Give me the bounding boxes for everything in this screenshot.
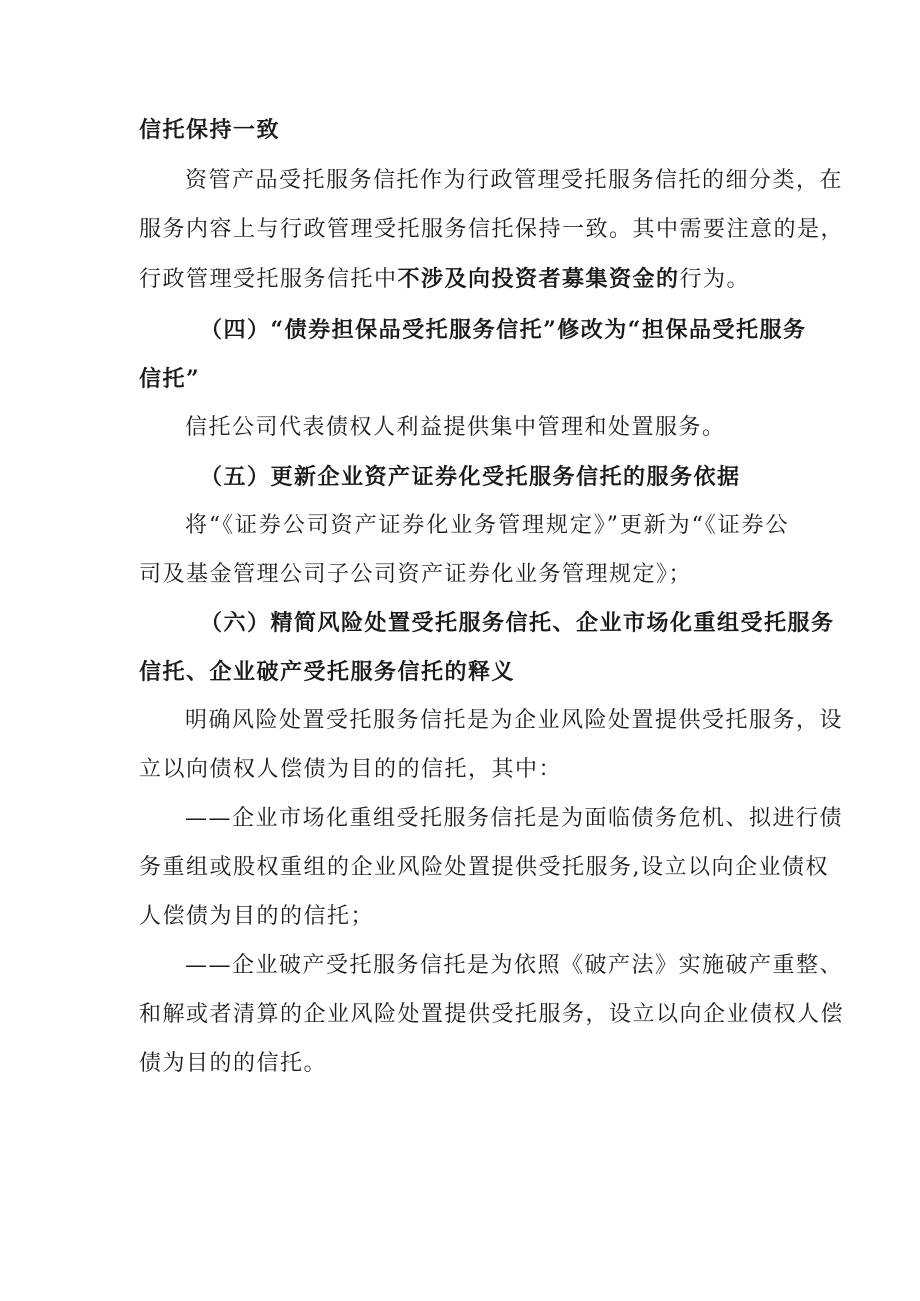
paragraph-six-a-line-2: 务重组或股权重组的企业风险处置提供受托服务,设立以向企业债权: [139, 855, 829, 880]
section-continuation-line: 信托保持一致: [139, 117, 281, 143]
paragraph-four-line-1: 信托公司代表债权人利益提供集中管理和处置服务。: [185, 415, 726, 440]
paragraph-five-line-1: 将“《证券公司资产证券化业务管理规定》”更新为“《证券公: [185, 513, 789, 538]
paragraph-asset-line-1: 资管产品受托服务信托作为行政管理受托服务信托的细分类，在: [185, 168, 844, 193]
heading-four-line-2: 信托”: [139, 366, 201, 392]
paragraph-six-b-line-1: ——企业破产受托服务信托是为依照《破产法》实施破产重整、: [185, 953, 844, 978]
paragraph-five-line-2: 司及基金管理公司子公司资产证券化业务管理规定》；: [139, 562, 693, 587]
heading-six-line-2: 信托、企业破产受托服务信托的释义: [139, 659, 516, 685]
paragraph-six-b-line-3: 债为目的的信托。: [139, 1051, 328, 1076]
paragraph-six-line-1: 明确风险处置受托服务信托是为企业风险处置提供受托服务，设: [185, 708, 844, 733]
paragraph-asset-line-3-post: 行为。: [679, 267, 751, 292]
paragraph-six-a-line-1: ——企业市场化重组受托服务信托是为面临债务危机、拟进行债: [185, 806, 844, 831]
heading-five-line-1: （五）更新企业资产证券化受托服务信托的服务依据: [200, 464, 741, 490]
paragraph-asset-emphasis: 不涉及向投资者募集资金的: [397, 266, 680, 292]
paragraph-asset-line-3: [139, 265, 750, 294]
heading-six-line-1: （六）精简风险处置受托服务信托、企业市场化重组受托服务: [200, 610, 835, 636]
paragraph-six-a-line-3: 人偿债为目的的信托；: [139, 904, 375, 929]
heading-four-line-1: （四）“债券担保品受托服务信托”修改为“担保品受托服务: [200, 317, 807, 343]
paragraph-six-line-2: 立以向债权人偿债为目的的信托，其中：: [139, 757, 563, 782]
paragraph-asset-line-3-pre: 行政管理受托服务信托中: [139, 267, 398, 292]
paragraph-six-b-line-2: 和解或者清算的企业风险处置提供受托服务，设立以向企业债权人偿: [139, 1002, 845, 1027]
paragraph-asset-line-2: 服务内容上与行政管理受托服务信托保持一致。其中需要注意的是，: [139, 217, 845, 242]
